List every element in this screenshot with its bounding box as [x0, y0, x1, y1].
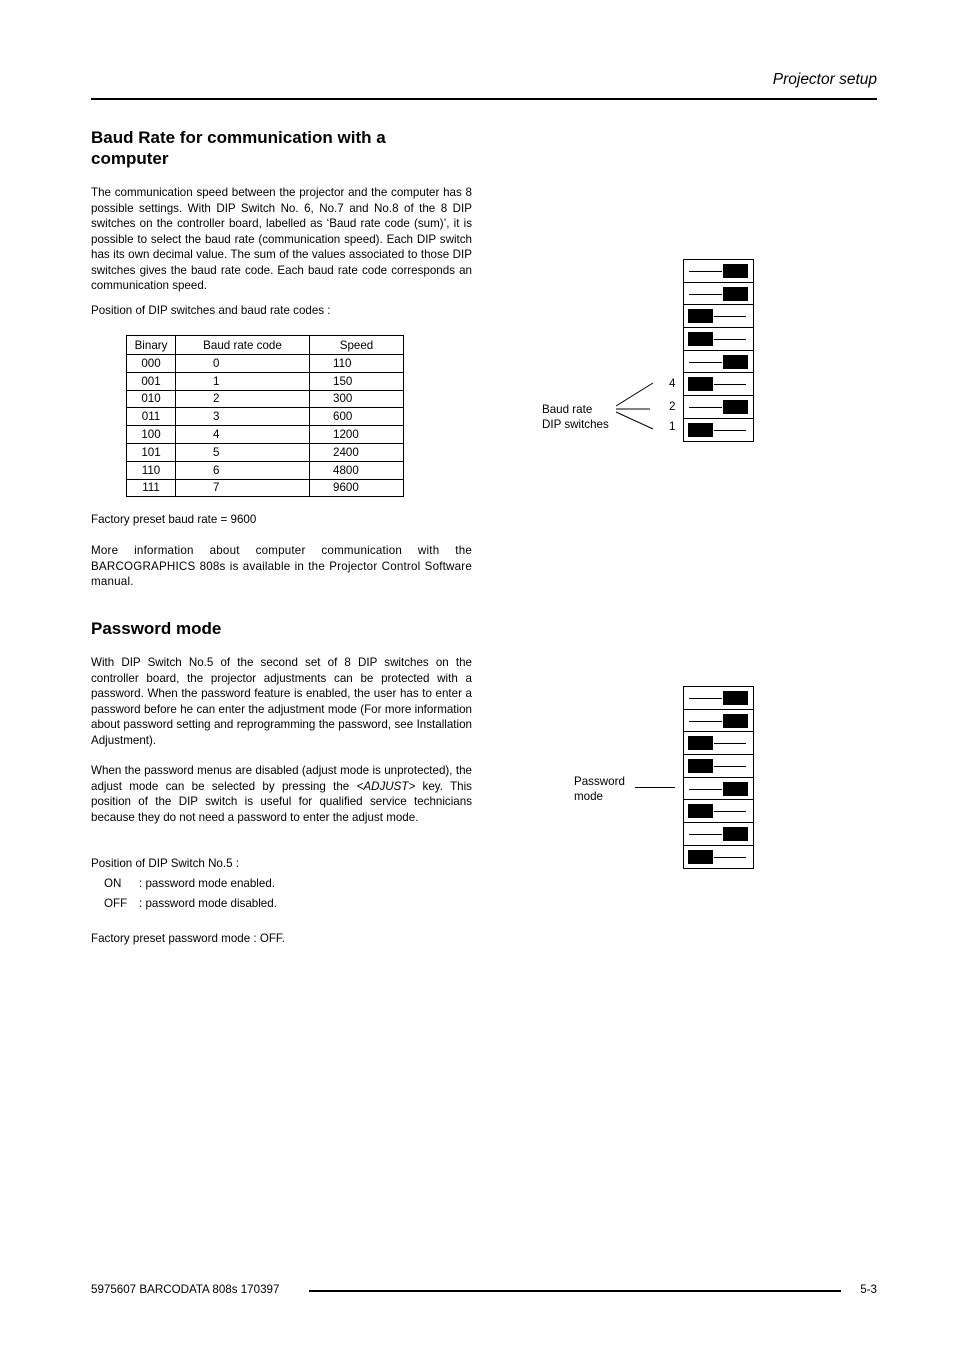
password-dip-switch-5	[684, 778, 753, 801]
switch-knob-off	[688, 423, 713, 437]
password-dip-switch-4	[684, 755, 753, 778]
baud-leader-lines	[610, 378, 670, 438]
table-cell: 3	[176, 408, 310, 426]
switch-track	[714, 384, 746, 385]
switch-knob-on	[723, 782, 748, 796]
leader-line	[616, 383, 653, 406]
baud-table-wrapper	[126, 335, 404, 497]
state-key: ON	[104, 877, 122, 890]
table-row	[127, 372, 404, 390]
switch-track	[714, 339, 746, 340]
table-cell: 600	[310, 408, 404, 426]
switch-track	[714, 766, 746, 767]
password-dip-switch-block	[683, 686, 754, 869]
switch-knob-on	[723, 691, 748, 705]
baud-dip-switch-3	[684, 305, 753, 328]
table-cell: 111	[127, 479, 176, 497]
switch-knob-off	[688, 850, 713, 864]
dip-value-4: 4	[669, 377, 676, 390]
footer-rule	[309, 1290, 841, 1292]
table-cell: 110	[310, 355, 404, 373]
password-dip-label-line2: mode	[574, 790, 604, 803]
password-factory-preset: Factory preset password mode : OFF.	[91, 932, 285, 945]
table-cell: 300	[310, 390, 404, 408]
baud-dip-label	[542, 402, 609, 432]
table-cell: 011	[127, 408, 176, 426]
table-cell: 001	[127, 372, 176, 390]
password-para2	[91, 763, 472, 825]
password-para1: With DIP Switch No.5 of the second set of 8 DIP switches on the controller board, the projector adjustments can be protected with a password. When the password feature is enabled, the user has to enter a password before he can enter the adjustment mode (For more information about password setting and reprogramming the password, see Installation Adjustment).	[91, 656, 472, 747]
table-cell: 6	[176, 461, 310, 479]
switch-track	[689, 834, 722, 835]
switch-track	[714, 430, 746, 431]
table-header: Binary	[127, 336, 176, 355]
table-cell: 010	[127, 390, 176, 408]
password-state-on	[104, 876, 275, 892]
baud-table-caption: Position of DIP switches and baud rate codes :	[91, 304, 331, 317]
table-cell: 7	[176, 479, 310, 497]
password-para2-after: key. This position of the DIP switch is useful for qualified service technicians because they do not need a password to enter the adjust mode.	[91, 779, 472, 824]
switch-track	[689, 294, 722, 295]
table-cell: 0	[176, 355, 310, 373]
table-cell: 4800	[310, 461, 404, 479]
table-header: Baud rate code	[176, 336, 310, 355]
switch-knob-on	[723, 827, 748, 841]
switch-track	[689, 407, 722, 408]
table-cell: 1	[176, 372, 310, 390]
baud-dip-switch-4	[684, 328, 753, 351]
baud-factory-preset: Factory preset baud rate = 9600	[91, 513, 257, 526]
state-desc: : password mode disabled.	[139, 897, 277, 910]
table-cell: 101	[127, 443, 176, 461]
switch-knob-off	[688, 759, 713, 773]
password-dip-switch-1	[684, 687, 753, 710]
table-cell: 2400	[310, 443, 404, 461]
table-cell: 2	[176, 390, 310, 408]
switch-track	[714, 316, 746, 317]
switch-track	[689, 721, 722, 722]
table-cell: 110	[127, 461, 176, 479]
password-leader-line	[635, 787, 675, 788]
switch-track	[689, 362, 722, 363]
baud-dip-switch-6	[684, 373, 753, 396]
baud-intro: The communication speed between the projector and the computer has 8 possible settings. With DIP Switch No. 6, No.7 and No.8 of the 8 DIP switches on the controller board, labelled as ‘Baud rate code (sum)’, it is possible to select the baud rate (communication speed). Each DIP switch has its own decimal value. The sum of the values associated to those DIP switches gives the baud rate code. Each baud rate code corresponds an communication speed.	[91, 186, 472, 292]
baud-dip-switch-7	[684, 396, 753, 419]
table-cell: 1200	[310, 426, 404, 444]
table-header: Speed	[310, 336, 404, 355]
adjust-key-text: <ADJUST>	[356, 779, 416, 793]
table-row	[127, 408, 404, 426]
table-row	[127, 426, 404, 444]
table-row	[127, 479, 404, 497]
baud-dip-switch-2	[684, 283, 753, 306]
table-cell: 150	[310, 372, 404, 390]
footer-doc-id: 5975607 BARCODATA 808s 170397	[91, 1283, 280, 1296]
dip-value-1: 1	[669, 420, 676, 433]
switch-track	[689, 789, 722, 790]
baud-dip-label-line2: DIP switches	[542, 418, 609, 431]
switch-knob-on	[723, 355, 748, 369]
baud-more-info: More information about computer communication with the BARCOGRAPHICS 808s is available in the Projector Control Software manual.	[91, 544, 472, 588]
password-state-off	[104, 896, 277, 912]
dip-value-2: 2	[669, 400, 676, 413]
switch-track	[714, 743, 746, 744]
switch-track	[714, 811, 746, 812]
baud-dip-switch-1	[684, 260, 753, 283]
table-row	[127, 355, 404, 373]
footer-page-number: 5-3	[860, 1283, 877, 1296]
switch-knob-on	[723, 400, 748, 414]
switch-knob-off	[688, 332, 713, 346]
table-cell: 9600	[310, 479, 404, 497]
table-cell: 100	[127, 426, 176, 444]
header-rule	[91, 98, 877, 100]
switch-knob-off	[688, 309, 713, 323]
switch-knob-on	[723, 264, 748, 278]
password-dip-label	[574, 774, 625, 804]
baud-table	[126, 335, 404, 497]
state-desc: : password mode enabled.	[139, 877, 275, 890]
switch-knob-off	[688, 804, 713, 818]
switch-knob-off	[688, 736, 713, 750]
table-row	[127, 390, 404, 408]
baud-dip-switch-block	[683, 259, 754, 442]
password-position-caption: Position of DIP Switch No.5 :	[91, 857, 239, 870]
switch-knob-on	[723, 287, 748, 301]
table-cell: 000	[127, 355, 176, 373]
baud-dip-switch-5	[684, 351, 753, 374]
password-dip-switch-8	[684, 846, 753, 868]
baud-dip-label-line1: Baud rate	[542, 403, 593, 416]
switch-knob-on	[723, 714, 748, 728]
switch-track	[714, 857, 746, 858]
baud-dip-switch-8	[684, 419, 753, 441]
header-section-title: Projector setup	[772, 71, 877, 88]
baud-heading: Baud Rate for communication with a computer	[91, 128, 386, 168]
password-dip-switch-3	[684, 732, 753, 755]
password-dip-switch-2	[684, 710, 753, 733]
password-dip-switch-6	[684, 800, 753, 823]
baud-table-header-row	[127, 336, 404, 355]
table-cell: 5	[176, 443, 310, 461]
switch-track	[689, 271, 722, 272]
table-row	[127, 443, 404, 461]
state-key: OFF	[104, 897, 128, 910]
leader-line	[616, 412, 653, 429]
password-dip-label-line1: Password	[574, 775, 625, 788]
password-heading: Password mode	[91, 619, 222, 638]
switch-track	[689, 698, 722, 699]
password-dip-switch-7	[684, 823, 753, 846]
table-row	[127, 461, 404, 479]
table-cell: 4	[176, 426, 310, 444]
switch-knob-off	[688, 377, 713, 391]
password-para2-before: When the password menus are disabled (adjust mode is unprotected), the adjust mode can be selected by pressing the	[91, 764, 472, 793]
